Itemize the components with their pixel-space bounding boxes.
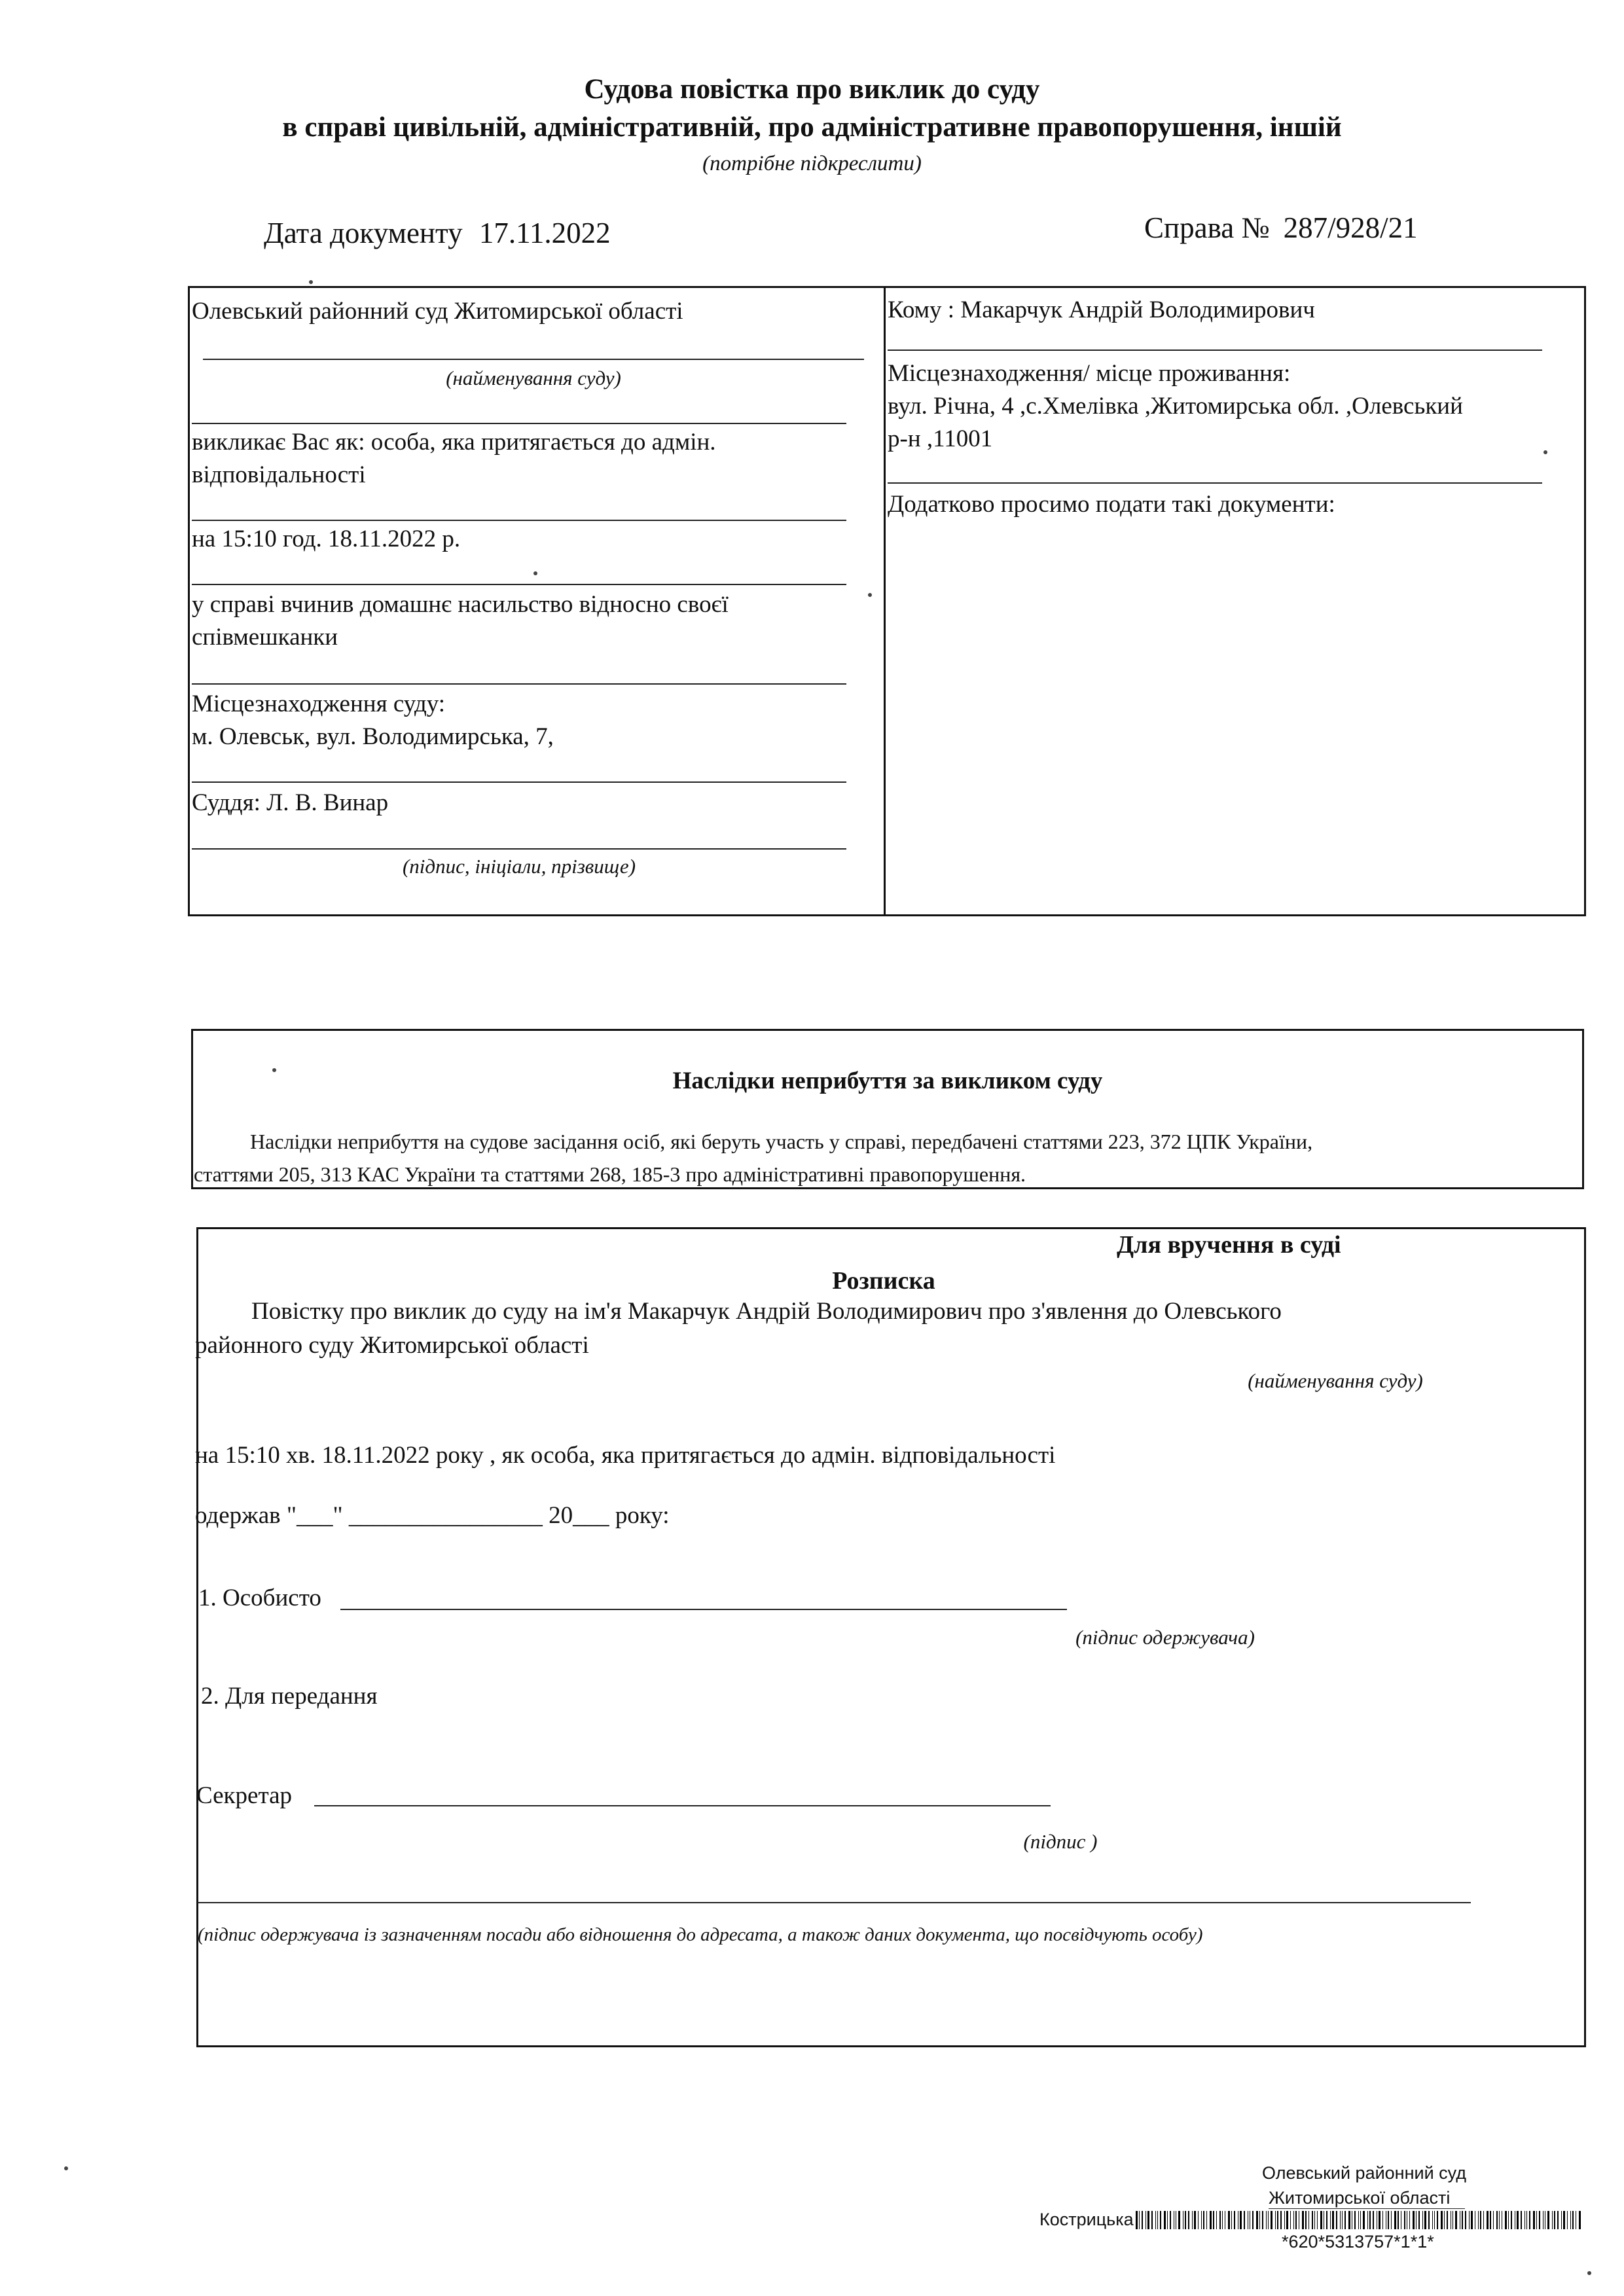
document-date (264, 216, 611, 250)
barcode-bar (1511, 2211, 1512, 2229)
barcode-bar (1336, 2211, 1337, 2229)
receipt-footnote: (підпис одержувача із зазначенням посади або відношення до адресата, а також даних документа, що посвідчують особу) (198, 1924, 1203, 1945)
barcode-bar (1561, 2211, 1562, 2229)
court-location-label: Місцезнаходження суду: (192, 691, 446, 717)
barcode-bar (1563, 2211, 1565, 2229)
address-line2: р-н ,11001 (888, 425, 993, 452)
divider (192, 683, 846, 685)
divider (192, 520, 846, 521)
barcode-bar (1277, 2211, 1278, 2229)
address-line1: вул. Річна, 4 ,с.Хмелівка ,Житомирська обл. ,Олевський (888, 393, 1463, 420)
barcode-bar (1493, 2211, 1494, 2229)
receipt-line1: Повістку про виклик до суду на ім'я Макарчук Андрій Володимирович про з'явлення до Олевського (251, 1298, 1282, 1325)
underline-note: (потрібне підкреслити) (702, 152, 922, 175)
scan-speck (64, 2166, 68, 2170)
barcode-bar (1354, 2211, 1356, 2229)
divider (203, 359, 864, 360)
receipt-line2: районного суду Житомирської області (195, 1332, 589, 1359)
date-label: Дата документу (264, 217, 463, 249)
barcode-bar (1462, 2211, 1463, 2229)
barcode-bar (1222, 2211, 1223, 2229)
barcode-bar (1409, 2211, 1410, 2229)
barcode-bar (1160, 2211, 1161, 2229)
document-subtitle: в справі цивільній, адміністративній, про адміністративне правопорушення, іншій (282, 112, 1342, 143)
barcode-bar (1231, 2211, 1232, 2229)
barcode-bar (1533, 2211, 1535, 2229)
barcode-bar (1547, 2211, 1549, 2229)
barcode-bar (1579, 2211, 1581, 2229)
received-line: одержав "___" ________________ 20___ року: (195, 1502, 670, 1529)
barcode-bar (1437, 2211, 1438, 2229)
barcode-bar (1312, 2211, 1313, 2229)
barcode-bar (1219, 2211, 1221, 2229)
barcode-bar (1151, 2211, 1153, 2229)
barcode-bar (1326, 2211, 1327, 2229)
barcode-bar (1499, 2211, 1500, 2229)
barcode-bar (1164, 2211, 1166, 2229)
barcode-bar (1201, 2211, 1202, 2229)
barcode-bar (1198, 2211, 1199, 2229)
case-description-line2: співмешканки (192, 624, 338, 651)
personal-caption: (підпис одержувача) (1075, 1626, 1255, 1649)
document-title: Судова повістка про виклик до суду (584, 74, 1040, 105)
additional-documents: Додатково просимо подати такі документи: (888, 491, 1335, 518)
barcode-bar (1203, 2211, 1204, 2229)
barcode-bar (1382, 2211, 1383, 2229)
hearing-time: на 15:10 год. 18.11.2022 р. (192, 526, 461, 552)
personal-signature-line (340, 1609, 1067, 1610)
consequences-text-line2: статтями 205, 313 КАС України та статтями 268, 185-3 про адміністративні правопорушення. (194, 1162, 1026, 1186)
barcode-bar (1167, 2211, 1168, 2229)
scan-speck (309, 280, 313, 284)
scan-speck (1587, 2271, 1591, 2275)
barcode-bar (1552, 2211, 1553, 2229)
barcode-bar (1213, 2211, 1214, 2229)
barcode-bar (1147, 2211, 1149, 2229)
receipt-court-caption: (найменування суду) (1248, 1369, 1423, 1392)
barcode-bar (1373, 2211, 1374, 2229)
barcode-bar (1483, 2211, 1484, 2229)
residence-label: Місцезнаходження/ місце проживання: (888, 360, 1291, 387)
barcode-bar (1340, 2211, 1341, 2229)
scan-speck (868, 593, 872, 597)
barcode-bar (1413, 2211, 1415, 2229)
barcode-bar (1434, 2211, 1435, 2229)
barcode-bar (1286, 2211, 1288, 2229)
stamp-name: Кострицька (1039, 2210, 1134, 2229)
barcode-bar (1521, 2211, 1522, 2229)
barcode-bar (1358, 2211, 1359, 2229)
divider (192, 781, 846, 783)
barcode-bar (1529, 2211, 1530, 2229)
barcode-bar (1379, 2211, 1380, 2229)
barcode-bar (1320, 2211, 1322, 2229)
barcode-bar (1268, 2211, 1269, 2229)
barcode-bar (1259, 2211, 1260, 2229)
barcode-bar (1505, 2211, 1507, 2229)
barcode-bar (1572, 2211, 1574, 2229)
barcode-bar (1487, 2211, 1489, 2229)
barcode-bar (1139, 2211, 1140, 2229)
case-number (1144, 211, 1418, 245)
footnote-line (198, 1902, 1471, 1903)
barcode-bar (1367, 2211, 1368, 2229)
secretary-caption: (підпис ) (1023, 1830, 1098, 1853)
barcode-bar (1508, 2211, 1509, 2229)
scan-speck (533, 571, 537, 575)
barcode-bar (1469, 2211, 1470, 2229)
case-description-line1: у справі вчинив домашнє насильство відносно своєї (192, 591, 729, 618)
barcode-bar (1275, 2211, 1276, 2229)
barcode-bar (1284, 2211, 1285, 2229)
date-value: 17.11.2022 (478, 217, 611, 249)
barcode-bar (1404, 2211, 1405, 2229)
summons-as-line1: викликає Вас як: особа, яка притягається до адмін. (192, 429, 716, 456)
barcode-bar (1480, 2211, 1481, 2229)
barcode-bar (1447, 2211, 1448, 2229)
secretary-label: Секретар (196, 1782, 292, 1809)
court-location (192, 689, 554, 753)
barcode-bar (1496, 2211, 1498, 2229)
barcode-code: *620*5313757*1*1* (1282, 2232, 1434, 2251)
column-divider (884, 286, 886, 916)
personal-label: 1. Особисто (198, 1585, 321, 1611)
court-name: Олевський районний суд Житомирської області (192, 298, 683, 325)
barcode-bar (1266, 2211, 1267, 2229)
barcode-bar (1192, 2211, 1193, 2229)
barcode-bar (1155, 2211, 1156, 2229)
summons-as-line2: відповідальності (192, 461, 366, 488)
receipt-title: Розписка (832, 1267, 935, 1295)
barcode-bar (1539, 2211, 1540, 2229)
summons-as (192, 427, 716, 491)
barcode-bar (1308, 2211, 1309, 2229)
barcode-bar (1471, 2211, 1473, 2229)
transfer-label: 2. Для передання (201, 1683, 378, 1710)
barcode-bar (1526, 2211, 1527, 2229)
case-description (192, 589, 729, 653)
barcode-bar (1170, 2211, 1171, 2229)
barcode-bar (1398, 2211, 1399, 2229)
addressee: Кому : Макарчук Андрій Володимирович (888, 296, 1315, 323)
barcode-bar (1388, 2211, 1389, 2229)
barcode-bar (1567, 2211, 1568, 2229)
barcode-bar (1441, 2211, 1443, 2229)
barcode-bar (1360, 2211, 1361, 2229)
divider (888, 350, 1542, 351)
barcode-bar (1216, 2211, 1217, 2229)
barcode-bar (1317, 2211, 1318, 2229)
barcode-bar (1280, 2211, 1282, 2229)
barcode-bar (1418, 2211, 1420, 2229)
consequences-text-line1: Наслідки неприбуття на судове засідання осіб, які беруть участь у справі, передбачені статтями 223, 372 ЦПК України, (250, 1130, 1313, 1153)
barcode-bar (1428, 2211, 1430, 2229)
scan-speck (1543, 450, 1547, 454)
barcode-bar (1344, 2211, 1346, 2229)
barcode-bar (1557, 2211, 1559, 2229)
barcode-bar (1391, 2211, 1392, 2229)
barcode-bar (1302, 2211, 1304, 2229)
barcode-bar (1444, 2211, 1445, 2229)
barcode-bar (1424, 2211, 1426, 2229)
barcode-bar (1234, 2211, 1235, 2229)
barcode-bar (1332, 2211, 1334, 2229)
barcode-bar (1517, 2211, 1519, 2229)
barcode-bar (1290, 2211, 1291, 2229)
court-location-value: м. Олевськ, вул. Володимирська, 7, (192, 723, 554, 750)
barcode-bar (1478, 2211, 1479, 2229)
judge: Суддя: Л. В. Винар (192, 789, 389, 816)
divider (888, 482, 1542, 484)
barcode-bar (1206, 2211, 1207, 2229)
barcode-bar (1256, 2211, 1258, 2229)
barcode-bar (1536, 2211, 1537, 2229)
barcode-bar (1363, 2211, 1365, 2229)
barcode-bar (1178, 2211, 1180, 2229)
scan-speck (272, 1068, 276, 1072)
barcode-bar (1330, 2211, 1331, 2229)
barcode-bar (1252, 2211, 1254, 2229)
barcode-bar (1432, 2211, 1433, 2229)
stamp-line1: Олевський районний суд (1262, 2163, 1467, 2183)
barcode-bar (1305, 2211, 1307, 2229)
divider (192, 584, 846, 585)
divider (192, 848, 846, 850)
stamp-line2: Житомирської області (1269, 2188, 1451, 2208)
residence (888, 358, 1463, 455)
barcode-bar (1188, 2211, 1189, 2229)
barcode-bar (1136, 2211, 1138, 2229)
consequences-title: Наслідки неприбуття за викликом суду (672, 1067, 1103, 1094)
for-court-label: Для вручення в суді (1117, 1231, 1341, 1259)
barcode-bar (1394, 2211, 1396, 2229)
barcode-bar (1295, 2211, 1297, 2229)
barcode-bar (1244, 2211, 1245, 2229)
judge-caption: (підпис, ініціали, прізвище) (402, 855, 636, 878)
barcode-bar (1157, 2211, 1158, 2229)
receipt-time-line: на 15:10 хв. 18.11.2022 року , як особа, яка притягається до адмін. відповідальності (195, 1442, 1056, 1469)
secretary-signature-line (314, 1805, 1051, 1806)
barcode-bar (1194, 2211, 1196, 2229)
barcode-bar (1554, 2211, 1555, 2229)
barcode-bar (1228, 2211, 1230, 2229)
barcode-bar (1348, 2211, 1350, 2229)
barcode-bar (1262, 2211, 1263, 2229)
barcode-bar (1240, 2211, 1242, 2229)
barcode-bar (1210, 2211, 1212, 2229)
barcode-bar (1271, 2211, 1272, 2229)
barcode-bar (1314, 2211, 1315, 2229)
barcode-bar (1142, 2211, 1143, 2229)
barcode-bar (1185, 2211, 1186, 2229)
case-label: Справа № (1144, 211, 1270, 244)
barcode-bar (1369, 2211, 1371, 2229)
barcode-bar (1342, 2211, 1343, 2229)
stamp-underline (1269, 2208, 1465, 2209)
case-value: 287/928/21 (1283, 211, 1418, 244)
court-name-caption: (найменування суду) (446, 367, 621, 389)
barcode-bar (1490, 2211, 1491, 2229)
barcode-bar (1570, 2211, 1571, 2229)
barcode-bar (1293, 2211, 1294, 2229)
barcode-bar (1465, 2211, 1466, 2229)
barcode (1136, 2211, 1587, 2229)
barcode-bar (1422, 2211, 1423, 2229)
barcode-bar (1455, 2211, 1457, 2229)
divider (192, 423, 846, 424)
